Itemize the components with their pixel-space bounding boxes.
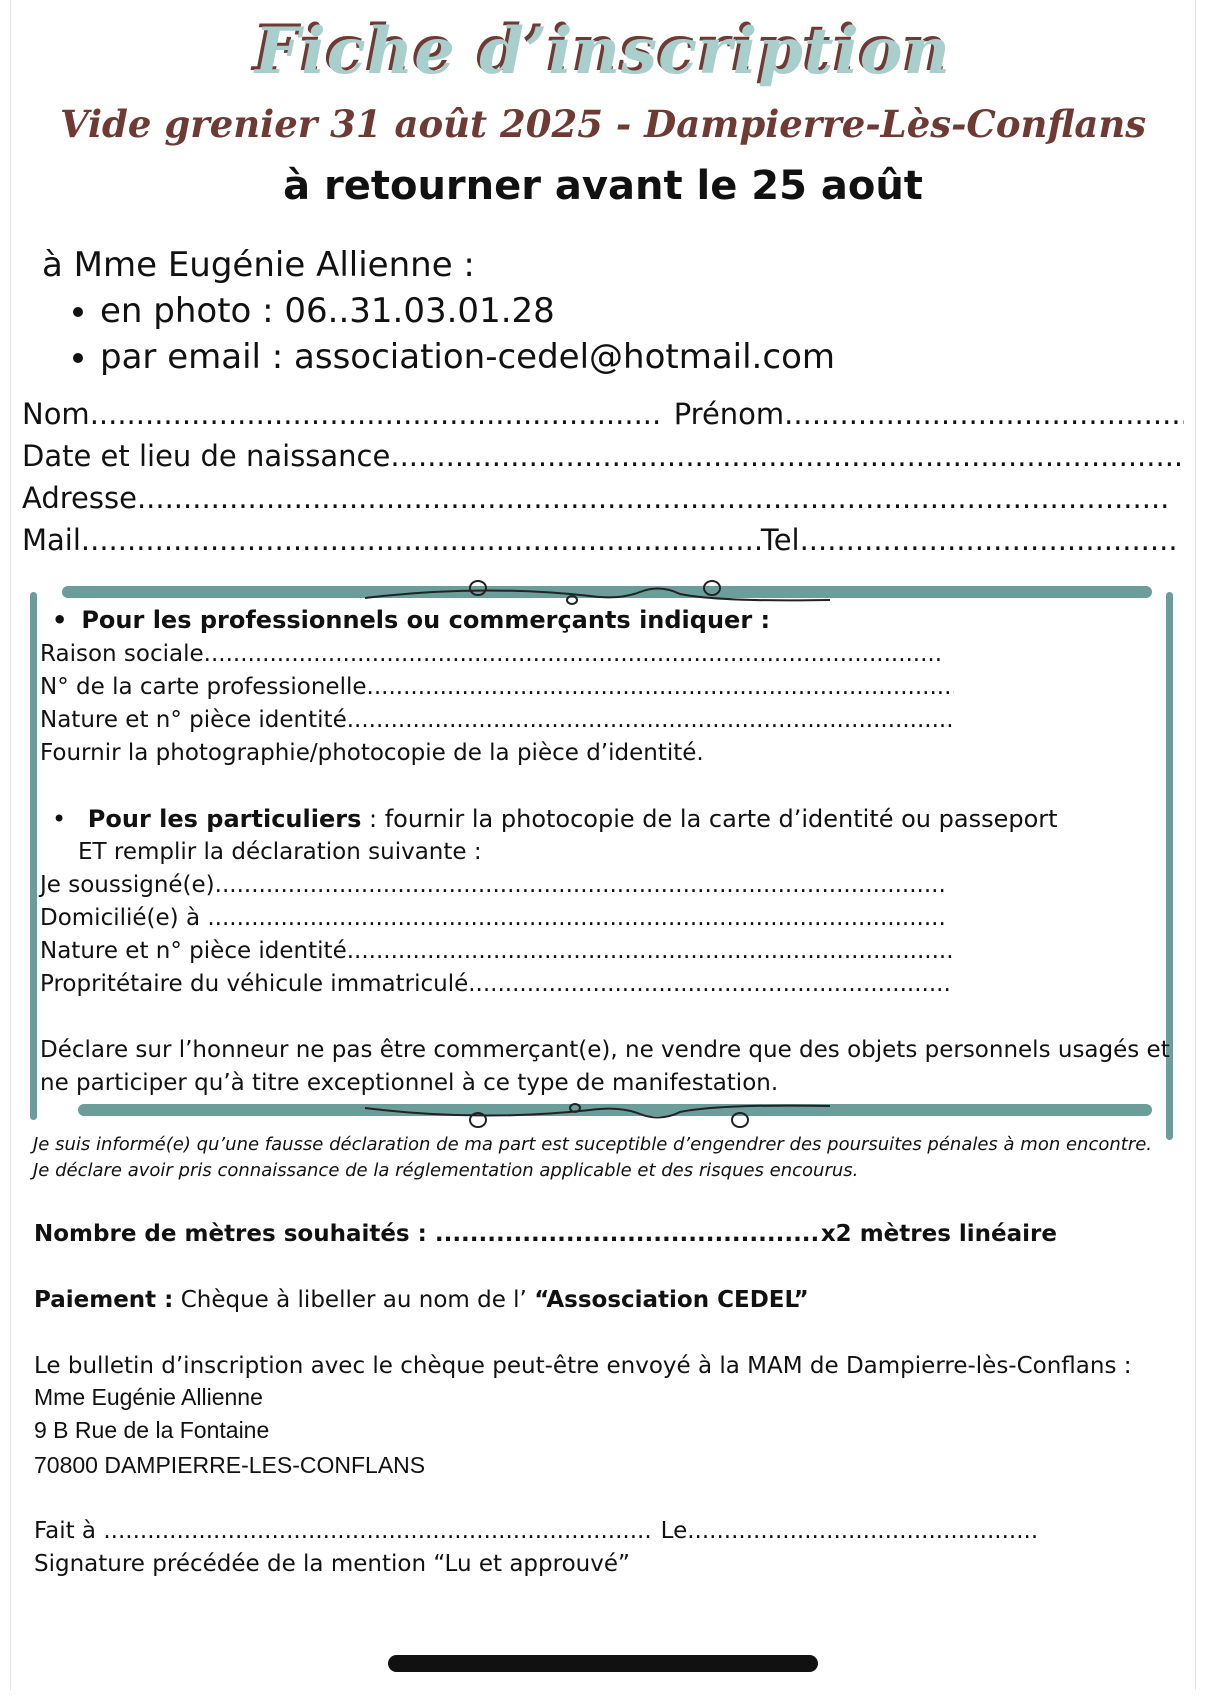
return-deadline: à retourner avant le 25 août xyxy=(283,163,923,209)
field-label-mail: Mail xyxy=(22,523,81,557)
label-le: Le xyxy=(653,1518,688,1544)
field-nom-prenom xyxy=(22,394,1184,434)
field-domicilie xyxy=(40,902,947,935)
label-carte: N° de la carte professionelle xyxy=(40,674,367,700)
fill-line-mail[interactable] xyxy=(81,520,761,560)
particuliers-et: ET remplir la déclaration suivante : xyxy=(78,839,482,865)
field-naissance xyxy=(22,436,1184,476)
label-metres: Nombre de mètres souhaités : xyxy=(34,1221,435,1247)
label-domicilie: Domicilié(e) à xyxy=(40,905,208,931)
declaration-line-1: Déclare sur l’honneur ne pas être commerçant(e), ne vendre que des objets personnels usagés et xyxy=(40,1037,1170,1063)
label-raison: Raison sociale xyxy=(40,641,204,667)
particuliers-heading-rest: : fournir la photocopie de la carte d’identité ou passeport xyxy=(361,805,1058,833)
declaration-line-2: ne participer qu’à titre exceptionnel à ce type de manifestation. xyxy=(40,1070,779,1096)
contact-list xyxy=(42,288,835,380)
field-adresse xyxy=(22,478,1184,518)
envoi-city: 70800 DAMPIERRE-LES-CONFLANS xyxy=(34,1452,426,1478)
paiement-line xyxy=(34,1284,809,1316)
field-label-nom: Nom xyxy=(22,397,90,431)
envoi-intro: Le bulletin d’inscription avec le chèque peut-être envoyé à la MAM de Dampierre-lès-Conflans : xyxy=(34,1353,1132,1379)
fill-line-raison[interactable] xyxy=(204,638,944,671)
label-soussigne: Je soussigné(e) xyxy=(40,872,215,898)
home-indicator[interactable] xyxy=(388,1655,818,1672)
field-label-adresse: Adresse xyxy=(22,481,137,515)
pro-fournir-note: Fournir la photographie/photocopie de la pièce d’identité. xyxy=(40,740,704,766)
field-vehicule xyxy=(40,968,953,1001)
field-soussigne xyxy=(40,869,945,902)
field-piece-pro xyxy=(40,704,954,737)
field-carte-pro xyxy=(40,671,954,704)
contact-recipient: à Mme Eugénie Allienne : xyxy=(42,245,475,285)
fill-line-nom[interactable] xyxy=(90,394,660,434)
field-label-tel: Tel xyxy=(760,523,800,557)
fill-line-soussigne[interactable] xyxy=(215,869,945,902)
fill-line-piece-pro[interactable] xyxy=(347,704,954,737)
field-metres xyxy=(34,1218,1057,1250)
field-label-prenom: Prénom xyxy=(673,397,785,431)
event-subtitle: Vide grenier 31 août 2025 - Dampierre-Lès-Conflans xyxy=(59,102,1147,146)
contact-email: • par email : association-cedel@hotmail.com xyxy=(100,334,835,380)
fill-line-carte[interactable] xyxy=(367,671,954,704)
label-vehicule: Propritétaire du véhicule immatriculé xyxy=(40,971,469,997)
contact-block xyxy=(42,242,835,380)
particuliers-heading xyxy=(52,803,1058,836)
label-fait: Fait à xyxy=(34,1518,104,1544)
fill-line-le[interactable] xyxy=(687,1515,1039,1547)
field-label-naissance: Date et lieu de naissance xyxy=(22,439,391,473)
fill-line-prenom[interactable] xyxy=(784,394,1184,434)
paiement-text: Chèque à libeller au nom de l’ xyxy=(173,1287,535,1313)
field-raison-sociale xyxy=(40,638,944,671)
notice-line-1: Je suis informé(e) qu’une fausse déclaration de ma part est suceptible d’engendrer des poursuites pénales à mon encontre. xyxy=(33,1134,1153,1155)
fill-line-metres[interactable] xyxy=(435,1218,821,1250)
page-title: Fiche d’inscription xyxy=(255,14,951,89)
contact-phone: • en photo : 06..31.03.01.28 xyxy=(100,288,835,334)
label-piece-pro: Nature et n° pièce identité xyxy=(40,707,347,733)
envoi-name: Mme Eugénie Allienne xyxy=(34,1384,263,1410)
metres-suffix: x2 mètres linéaire xyxy=(820,1221,1057,1247)
envoi-street: 9 B Rue de la Fontaine xyxy=(34,1417,270,1443)
fill-line-naissance[interactable] xyxy=(390,436,1184,476)
field-fait-le xyxy=(34,1515,1039,1547)
fill-line-fait[interactable] xyxy=(103,1515,653,1547)
fill-line-tel[interactable] xyxy=(800,520,1175,560)
signature-mention: Signature précédée de la mention “Lu et approuvé” xyxy=(34,1551,630,1577)
box-left-border xyxy=(30,592,37,1120)
fill-line-domicilie[interactable] xyxy=(207,902,947,935)
pro-heading: • Pour les professionnels ou commerçants indiquer : xyxy=(52,604,770,637)
notice-line-2: Je déclare avoir pris connaissance de la réglementation applicable et des risques encourus. xyxy=(33,1160,859,1181)
fill-line-piece-part[interactable] xyxy=(347,935,954,968)
paiement-label: Paiement : xyxy=(34,1287,174,1313)
field-piece-part xyxy=(40,935,954,968)
field-mail-tel xyxy=(22,520,1184,560)
fill-line-vehicule[interactable] xyxy=(468,968,953,1001)
fill-line-adresse[interactable] xyxy=(137,478,1167,518)
paiement-payee: “Assosciation CEDEL” xyxy=(534,1287,809,1313)
particuliers-heading-bold: Pour les particuliers xyxy=(87,805,362,833)
label-piece-part: Nature et n° pièce identité xyxy=(40,938,347,964)
